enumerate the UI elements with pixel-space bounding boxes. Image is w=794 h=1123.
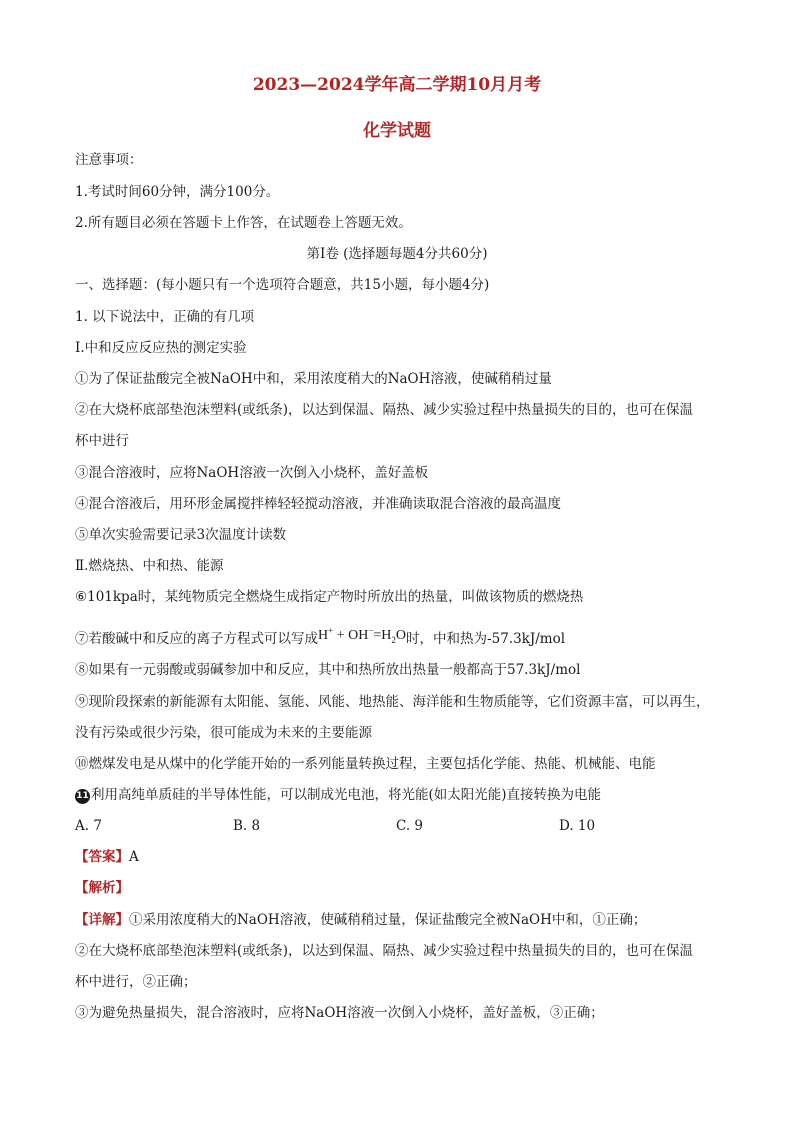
statement-11: 11 利用高纯单质硅的半导体性能，可以制成光电池，将光能(如太阳光能)直接转换为电能 [76,787,602,803]
question-stem: 1. 以下说法中，正确的有几项 [75,309,255,325]
part2-title: Ⅱ.燃烧热、中和热、能源 [75,558,224,574]
answer-label: 【答案】 [75,849,129,865]
statement-7-suffix: 时，中和热为-57.3kJ/mol [406,631,566,647]
section-title: 第Ⅰ卷 (选择题每题4分共60分) [306,246,488,262]
exam-subject: 化学试题 [363,121,431,141]
note-item-2: 2.所有题目必须在答题卡上作答，在试题卷上答题无效。 [75,215,412,231]
answer-line [75,847,139,867]
statement-10: ⑩燃煤发电是从煤中的化学能开始的一系列能量转换过程，主要包括化学能、热能、机械能、电能 [75,756,656,772]
note-item-1: 1.考试时间60分钟，满分100分。 [75,184,280,200]
statement-8: ⑧如果有一元弱酸或弱碱参加中和反应，其中和热所放出热量一般都高于57.3kJ/mol [75,662,581,678]
detail-line-3: ③为避免热量损失，混合溶液时，应将NaOH溶液一次倒入小烧杯，盖好盖板，③正确； [75,1005,604,1021]
ionic-equation: $H^+ + OH^-=H_2O$ [318,625,407,645]
option-d: D. 10 [559,818,596,834]
section-instruction: 一、选择题：(每小题只有一个选项符合题意，共15小题，每小题4分) [75,277,490,293]
detail-line-2a: ②在大烧杯底部垫泡沫塑料(或纸条)，以达到保温、隔热、减少实验过程中热量损失的目的，也可在保温 [75,943,694,959]
statement-5: ⑤单次实验需要记录3次温度计读数 [75,527,287,543]
detail-line-2b: 杯中进行，②正确； [75,974,197,990]
number-11-badge: 11 [75,789,90,804]
notes-heading: 注意事项： [75,152,143,168]
detail-line-1: 【详解】①采用浓度稍大的NaOH溶液，使碱稍稍过量，保证盐酸完全被NaOH中和，①正确； [75,912,647,928]
statement-9a: ⑨现阶段探索的新能源有太阳能、氢能、风能、地热能、海洋能和生物质能等，它们资源丰富，可以再生， [75,694,710,710]
exam-title: 2023—2024学年高二学期10月月考 [252,75,542,95]
statement-9b: 没有污染或很少污染，很可能成为未来的主要能源 [75,725,372,741]
statement-7-prefix: ⑦若酸碱中和反应的离子方程式可以写成 [75,631,318,647]
statement-2b: 杯中进行 [75,433,129,449]
option-b: B. 8 [233,818,261,834]
statement-4: ④混合溶液后，用环形金属搅拌棒轻轻搅动溶液，并准确读取混合溶液的最高温度 [75,496,561,512]
option-a: A. 7 [75,818,102,834]
answer-value: A [129,849,139,865]
statement-3: ③混合溶液时，应将NaOH溶液一次倒入小烧杯，盖好盖板 [75,465,429,481]
statement-6: ⑥101kpa时，某纯物质完全燃烧生成指定产物时所放出的热量，叫做该物质的燃烧热 [75,589,584,605]
statement-1: ①为了保证盐酸完全被NaOH中和，采用浓度稍大的NaOH溶液，使碱稍稍过量 [75,371,552,387]
statement-7 [75,625,566,650]
statement-2a: ②在大烧杯底部垫泡沫塑料(或纸条)，以达到保温、隔热、减少实验过程中热量损失的目的，也可在保温 [75,402,694,418]
detail-label: 【详解】 [75,912,129,928]
part1-title: Ⅰ.中和反应反应热的测定实验 [75,340,247,356]
option-c: C. 9 [396,818,424,834]
analysis-label: 【解析】 [75,880,129,896]
